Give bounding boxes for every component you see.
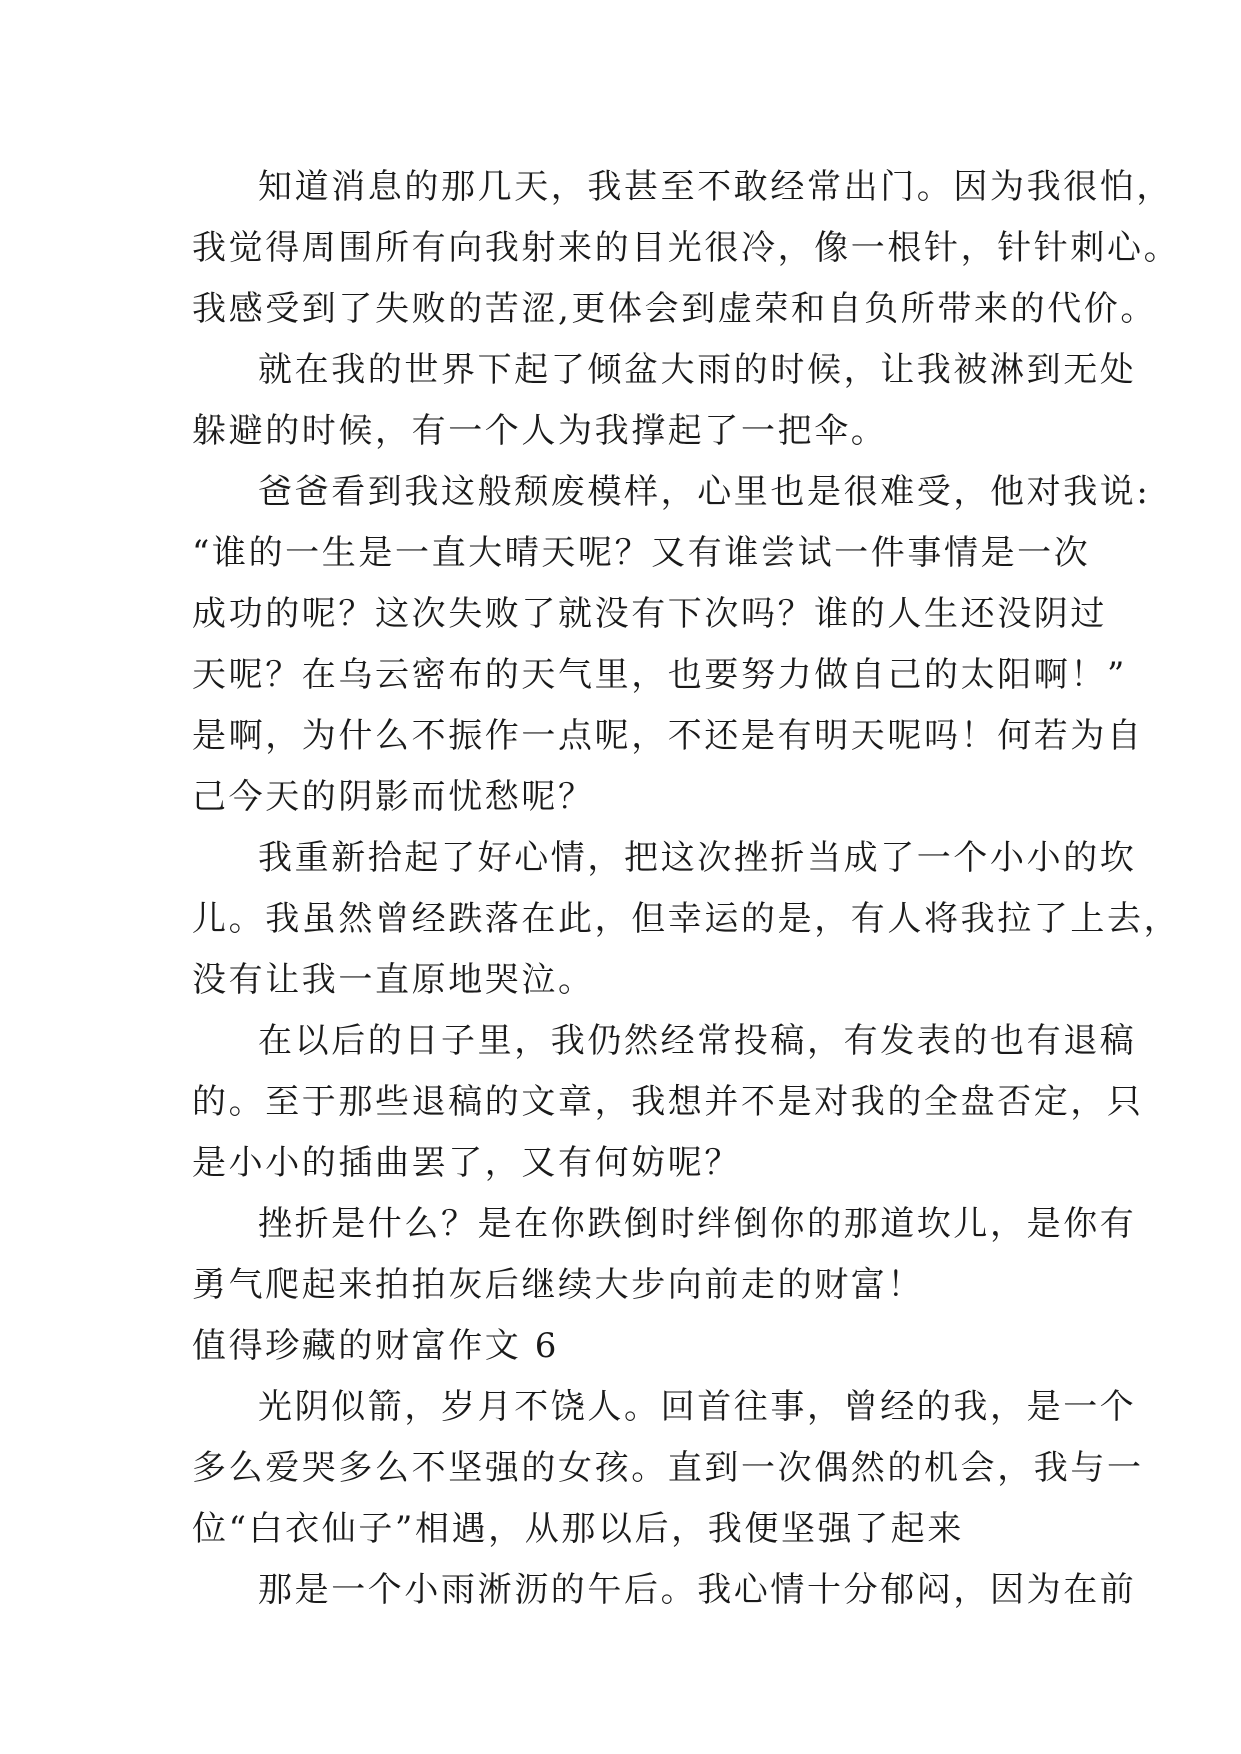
text-line: 多么爱哭多么不坚强的女孩。直到一次偶然的机会，我与一 [192,1448,1144,1488]
text-line: 是啊，为什么不振作一点呢，不还是有明天呢吗！何若为自 [192,716,1144,756]
text-line: 是小小的插曲罢了，又有何妨呢？ [192,1143,741,1183]
text-line: 就在我的世界下起了倾盆大雨的时候，让我被淋到无处 [258,350,1137,390]
text-line: 没有让我一直原地哭泣。 [192,960,595,1000]
text-line: 在以后的日子里，我仍然经常投稿，有发表的也有退稿 [258,1021,1137,1061]
text-line: 位“白衣仙子”相遇，从那以后，我便坚强了起来 [192,1509,964,1549]
text-line: 那是一个小雨淅沥的午后。我心情十分郁闷，因为在前 [258,1570,1137,1610]
section-heading: 值得珍藏的财富作文 6 [192,1326,560,1366]
text-line: 知道消息的那几天，我甚至不敢经常出门。因为我很怕， [258,167,1173,207]
text-line: 挫折是什么？是在你跌倒时绊倒你的那道坎儿，是你有 [258,1204,1137,1244]
text-line: 成功的呢？这次失败了就没有下次吗？谁的人生还没阴过 [192,594,1107,634]
text-line: 的。至于那些退稿的文章，我想并不是对我的全盘否定，只 [192,1082,1144,1122]
text-line: 我觉得周围所有向我射来的目光很冷，像一根针，针针刺心。 [192,228,1181,268]
text-line: 儿。我虽然曾经跌落在此，但幸运的是，有人将我拉了上去， [192,899,1181,939]
text-line: 我重新拾起了好心情，把这次挫折当成了一个小小的坎 [258,838,1137,878]
text-line: 躲避的时候，有一个人为我撑起了一把伞。 [192,411,888,451]
text-line: “谁的一生是一直大晴天呢？又有谁尝试一件事情是一次 [192,533,1091,573]
text-line: 爸爸看到我这般颓废模样，心里也是很难受，他对我说: [258,472,1151,512]
text-line: 光阴似箭，岁月不饶人。回首往事，曾经的我，是一个 [258,1387,1137,1427]
text-line: 勇气爬起来拍拍灰后继续大步向前走的财富！ [192,1265,924,1305]
text-line: 己今天的阴影而忧愁呢？ [192,777,595,817]
text-line: 天呢？在乌云密布的天气里，也要努力做自己的太阳啊！” [192,655,1127,695]
text-line: 我感受到了失败的苦涩,更体会到虚荣和自负所带来的代价。 [192,289,1158,329]
